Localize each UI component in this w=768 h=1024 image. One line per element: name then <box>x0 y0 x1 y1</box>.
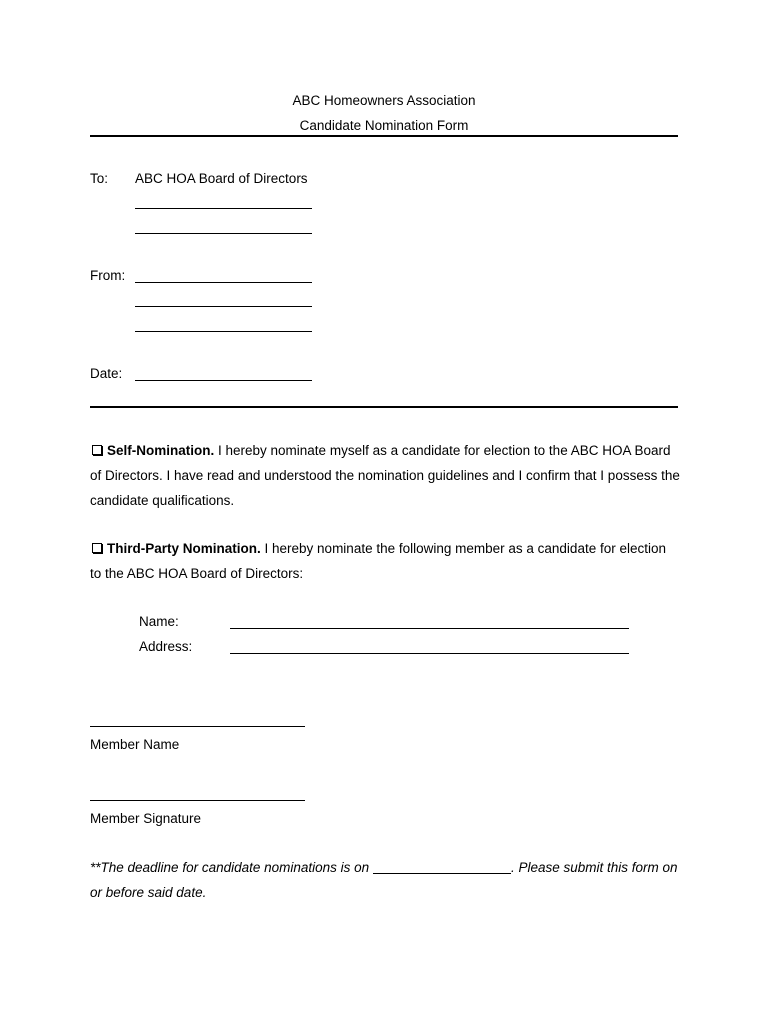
nominee-address-line[interactable] <box>230 653 629 654</box>
date-line[interactable] <box>135 380 312 381</box>
memo-divider <box>90 406 678 408</box>
self-nomination-text: I hereby nominate myself as a candidate for election to the ABC HOA Board of Directors. I have read and understood the nomination guidelines and I confirm that I possess the candidate qualifications. <box>90 443 680 508</box>
header-divider <box>90 135 678 137</box>
from-line-3[interactable] <box>135 331 312 332</box>
deadline-note-start: **The deadline for candidate nominations is on <box>90 860 373 875</box>
from-label: From: <box>90 268 126 283</box>
nominee-address-label: Address: <box>139 639 193 654</box>
member-signature-label: Member Signature <box>90 811 202 826</box>
from-line-1[interactable] <box>135 282 312 283</box>
third-party-nomination-paragraph <box>90 536 680 586</box>
from-line-2[interactable] <box>135 306 312 307</box>
form-title: Candidate Nomination Form <box>299 118 469 133</box>
to-value: ABC HOA Board of Directors <box>135 171 308 186</box>
to-line-3[interactable] <box>135 233 312 234</box>
to-label: To: <box>90 171 109 186</box>
self-nomination-paragraph <box>90 438 680 513</box>
self-nomination-checkbox[interactable] <box>92 445 102 455</box>
deadline-date-blank[interactable] <box>373 861 511 874</box>
third-party-nomination-title: Third-Party Nomination. <box>107 541 261 556</box>
nominee-name-line[interactable] <box>230 628 629 629</box>
organization-title: ABC Homeowners Association <box>292 93 476 108</box>
date-label: Date: <box>90 366 123 381</box>
member-name-line[interactable] <box>90 726 305 727</box>
to-line-2[interactable] <box>135 208 312 209</box>
self-nomination-title: Self-Nomination. <box>107 443 215 458</box>
nominee-name-label: Name: <box>139 614 179 629</box>
deadline-note-end: . Please submit this form on or before said date. <box>90 860 678 900</box>
member-name-label: Member Name <box>90 737 180 752</box>
third-party-nomination-checkbox[interactable] <box>92 543 102 553</box>
third-party-nomination-text: I hereby nominate the following member as a candidate for election to the ABC HOA Board of Directors: <box>90 541 666 581</box>
deadline-note <box>90 855 680 905</box>
member-signature-line[interactable] <box>90 800 305 801</box>
